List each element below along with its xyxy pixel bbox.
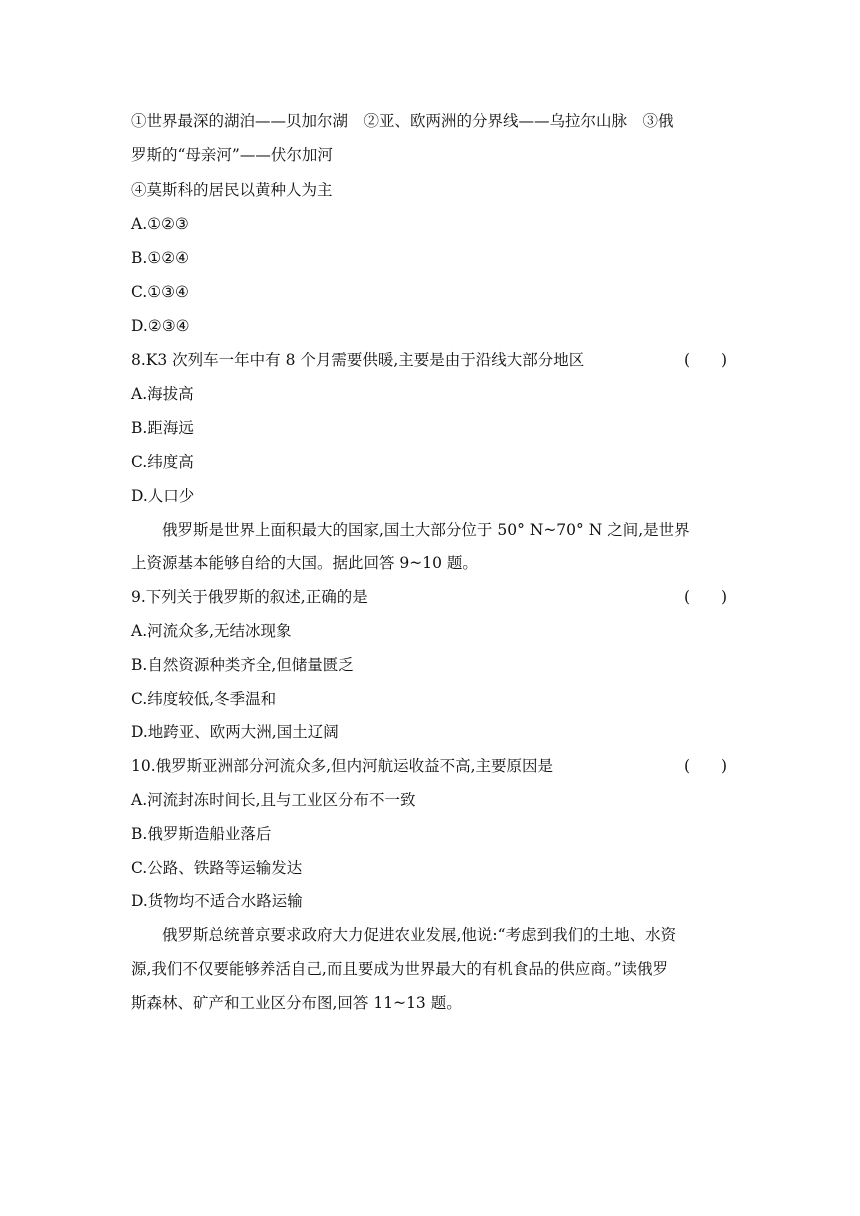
q8-option-b[interactable]: B.距海远 [131,419,194,437]
statement-line-3: ④莫斯科的居民以黄种人为主 [131,181,333,199]
passage2-line-1: 俄罗斯总统普京要求政府大力促进农业发展,他说:“考虑到我们的土地、水资 [162,926,677,944]
q8-option-a[interactable]: A.海拔高 [131,385,194,403]
q7-option-d[interactable]: D.②③④ [131,317,190,335]
q10-option-b[interactable]: B.俄罗斯造船业落后 [131,825,272,843]
statement-line-2: 罗斯的“母亲河”——伏尔加河 [131,146,333,164]
q10-option-c[interactable]: C.公路、铁路等运输发达 [131,859,303,877]
passage2-line-3: 斯森林、矿产和工业区分布图,回答 11~13 题。 [131,994,462,1012]
q8-stem: 8.K3 次列车一年中有 8 个月需要供暖,主要是由于沿线大部分地区 [131,351,585,369]
q10-option-a[interactable]: A.河流封冻时间长,且与工业区分布不一致 [131,791,416,809]
q9-option-a[interactable]: A.河流众多,无结冰现象 [131,622,292,640]
passage2-line-2: 源,我们不仅要能够养活自己,而且要成为世界最大的有机食品的供应商。”读俄罗 [131,960,669,978]
passage1-line-1: 俄罗斯是世界上面积最大的国家,国土大部分位于 50° N~70° N 之间,是世界 [162,521,690,539]
q7-option-b[interactable]: B.①②④ [131,249,190,267]
q7-option-a[interactable]: A.①②③ [131,215,189,233]
q9-answer-paren[interactable]: ( ) [684,588,728,606]
statement-line-1: ①世界最深的湖泊——贝加尔湖 ②亚、欧两洲的分界线——乌拉尔山脉 ③俄 [131,112,674,130]
q9-option-c[interactable]: C.纬度较低,冬季温和 [131,690,277,708]
q8-option-d[interactable]: D.人口少 [131,487,195,505]
q10-option-d[interactable]: D.货物均不适合水路运输 [131,892,303,910]
q9-option-d[interactable]: D.地跨亚、欧两大洲,国土辽阔 [131,723,339,741]
q10-stem: 10.俄罗斯亚洲部分河流众多,但内河航运收益不高,主要原因是 [131,757,554,775]
passage1-line-2: 上资源基本能够自给的大国。据此回答 9~10 题。 [131,554,478,572]
q8-answer-paren[interactable]: ( ) [684,351,728,369]
q10-answer-paren[interactable]: ( ) [684,757,728,775]
q9-option-b[interactable]: B.自然资源种类齐全,但储量匮乏 [131,656,354,674]
q8-option-c[interactable]: C.纬度高 [131,453,194,471]
q9-stem: 9.下列关于俄罗斯的叙述,正确的是 [131,588,368,606]
q7-option-c[interactable]: C.①③④ [131,283,189,301]
